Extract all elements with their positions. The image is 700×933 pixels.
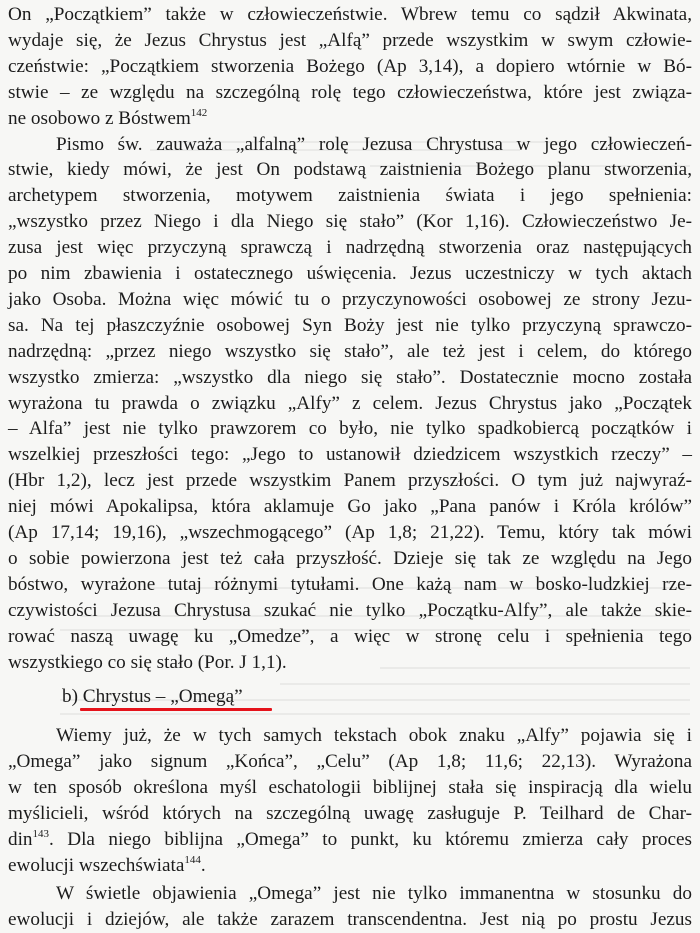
text-line: „Omega” jako signum „Końca”, „Celu” (Ap 1,8; 11,6; 22,13). Wyrażona bbox=[8, 751, 692, 773]
text-line: wszelkiej przeszłości tego: „Jego to ustanowił dziedzicem wszystkich rzeczy” – bbox=[8, 444, 692, 466]
text-line: bóstwo, wyrażone tutaj różnymi tytułami. One każą nam w bosko-ludzkiej rze- bbox=[8, 573, 692, 595]
text-line: wszystkiego co się stało (Por. J 1,1). bbox=[8, 651, 287, 673]
text-span: ne osobowo z Bóstwem bbox=[8, 107, 191, 129]
text-line: wszystko zmierza: „wszystko dla niego się stało”. Dostatecznie mocno została bbox=[8, 366, 692, 388]
text-line: Pismo św. zauważa „alfalną” rolę Jezusa Chrystusa w jego człowieczeń- bbox=[56, 133, 692, 155]
text-line: czeństwie: „Początkiem stworzenia Bożego (Ap 3,14), a dopiero wtórnie w Bó- bbox=[8, 55, 692, 77]
text-line: ewolucji wszechświata$^{144}$. bbox=[8, 853, 206, 876]
text-line: rować naszą uwagę ku „Omedze”, a więc w stronę celu i spełnienia tego bbox=[8, 625, 692, 647]
text-line: Wiemy już, że w tych samych tekstach obok znaku „Alfy” pojawia się i bbox=[56, 725, 692, 747]
text-line: nadrzędną: „przez niego wszystko się stało”, ale też jest i celem, do którego bbox=[8, 340, 692, 362]
text-line: niej mówi Apokalipsa, która aklamuje Go jako „Pana panów i Króla królów” bbox=[8, 496, 692, 518]
text-line: zusa jest więc przyczyną sprawczą i nadrzędną stworzenia oraz następujących bbox=[8, 237, 692, 259]
text-line bbox=[8, 827, 692, 853]
text-span: . Dla niego biblijna „Omega” to punkt, ku któremu zmierza cały proces bbox=[49, 828, 692, 850]
text-line: W świetle objawienia „Omega” jest nie tylko immanentna w stosunku do bbox=[56, 882, 692, 904]
text-line: (Hbr 1,2), lecz jest przede wszystkim Panem przyszłości. O tym już najwyraź- bbox=[8, 470, 692, 492]
text-line: (Ap 17,14; 19,16), „wszechmogącego” (Ap 1,8; 21,22). Temu, który tak mówi bbox=[8, 522, 692, 543]
text-line: ewolucji i dziejów, ale także zarazem transcendentna. Jest nią po prostu Jezus bbox=[8, 908, 692, 930]
text-line: o sobie powierzona jest też cała przyszłość. Dzieje się tak ze względu na Jego bbox=[8, 547, 692, 569]
text-line: stwie – ze względu na szczególną rolę tego człowieczeństwa, które jest związa- bbox=[8, 81, 692, 103]
text-span: din bbox=[8, 828, 33, 850]
text-line: „wszystko przez Niego i dla Niego się stało” (Kor 1,16). Człowieczeństwo Je- bbox=[8, 211, 692, 233]
red-underline-annotation bbox=[80, 708, 272, 711]
footnote-ref-143: 143 bbox=[32, 827, 50, 840]
text-line: wydaje się, że Jezus Chrystus jest „Alfą” przede wszystkim w swym człowie- bbox=[8, 29, 692, 51]
footnote-ref-142: 142 bbox=[190, 106, 208, 119]
text-line: On „Początkiem” także w człowieczeństwie. Wbrew temu co sądził Akwinata, bbox=[8, 4, 692, 25]
text-line: czywistości Jezusa Chrystusa szukać nie tylko „Początku-Alfy”, ale także skie- bbox=[8, 599, 692, 621]
text-line: sa. Na tej płaszczyźnie osobowej Syn Boży jest nie tylko przyczyną sprawczo- bbox=[8, 314, 692, 336]
text-line: w ten sposób określona myśl eschatologii biblijnej stała się inspiracją dla wielu bbox=[8, 777, 692, 799]
text-line: po nim zbawienia i ostatecznego uświęcenia. Jezus uczestniczy w tych aktach bbox=[8, 263, 692, 284]
text-line: myślicieli, wśród których na szczególną uwagę zasługuje P. Teilhard de Char- bbox=[8, 803, 692, 824]
text-span: ewolucji wszechświata bbox=[8, 854, 185, 876]
footnote-ref-144: 144 bbox=[184, 853, 201, 866]
section-heading: b) Chrystus – „Omegą” bbox=[62, 686, 243, 708]
text-line: jako Osoba. Można więc mówić tu o przyczynowości osobowej ze strony Jezu- bbox=[8, 288, 692, 310]
text-line: – Alfa” jest nie tylko prawzorem co było, nie tylko spadkobiercą początków i bbox=[8, 418, 692, 440]
text-line: archetypem stworzenia, motywem zaistnienia świata i jego spełnienia: bbox=[8, 185, 692, 207]
text-line: stwie, kiedy mówi, że jest On podstawą zaistnienia Bożego planu stworzenia, bbox=[8, 159, 692, 181]
text-line: wyrażona tu prawda o związku „Alfy” z celem. Jezus Chrystus jako „Początek bbox=[8, 392, 692, 414]
text-line bbox=[8, 106, 692, 132]
